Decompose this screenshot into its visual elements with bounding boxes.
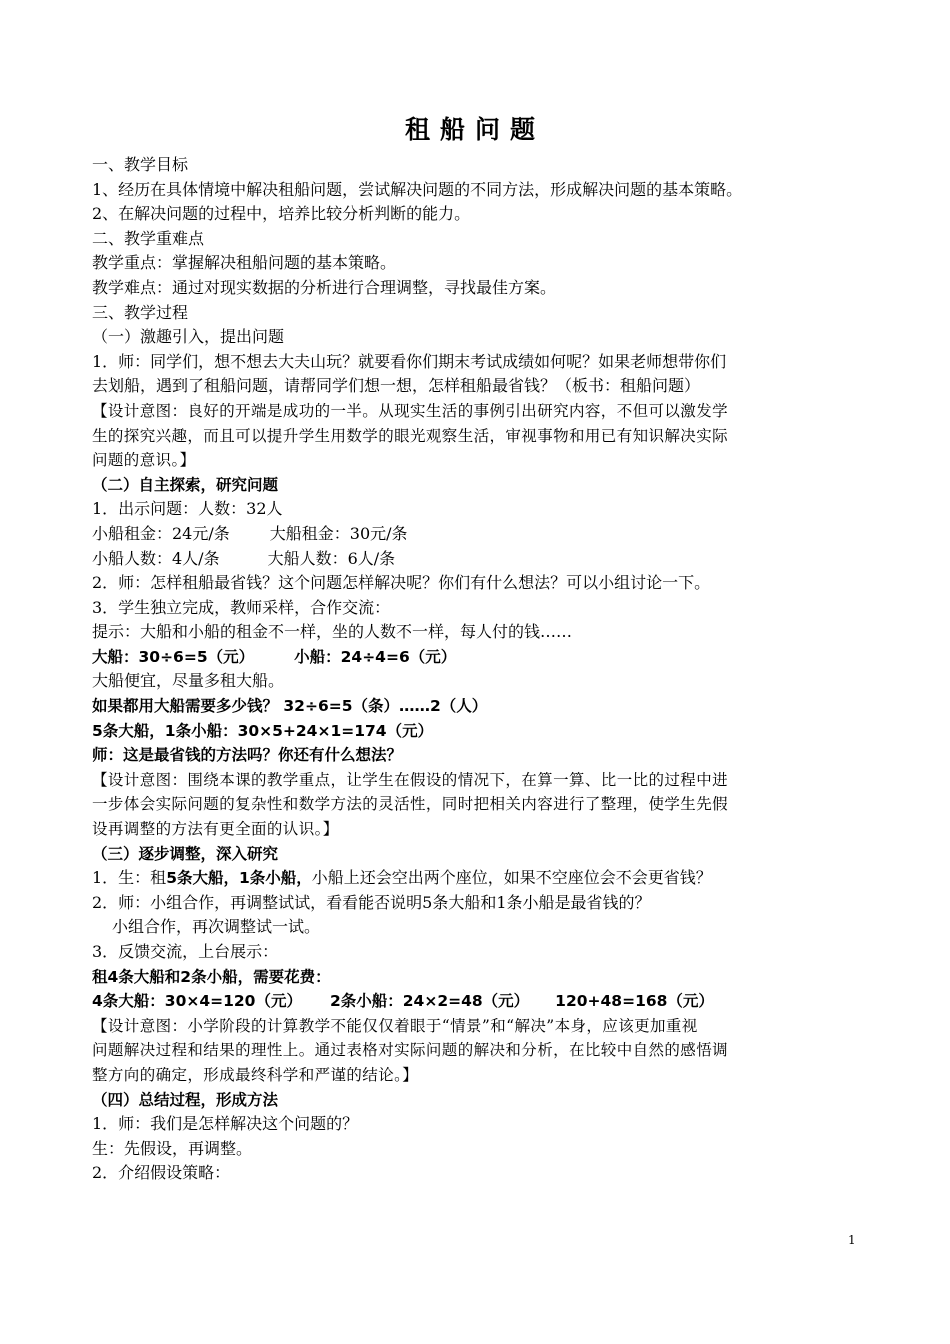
step-rest: 小船上还会空出两个座位，如果不空座位会不会更省钱？ [311, 868, 712, 888]
paragraph-line [92, 866, 867, 891]
section-heading: 三、教学过程 [92, 302, 189, 322]
subsection-heading: （三）逐步调整，深入研究 [92, 844, 279, 863]
design-intent-line: 问题解决过程和结果的理性上。通过表格对实际问题的解决和分析，在比较中自然的感悟调 [92, 1041, 729, 1060]
paragraph-line: 3．反馈交流，上台展示： [92, 942, 279, 961]
design-intent-line: 【设计意图：良好的开端是成功的一半。从现实生活的事例引出研究内容，不但可以激发学 [92, 401, 729, 420]
design-intent-line: 整方向的确定，形成最终科学和严谨的结论。】 [92, 1065, 419, 1084]
question-line: 师：这是最省钱的方法吗？你还有什么想法？ [92, 746, 403, 765]
design-intent-line: 【设计意图：围绕本课的教学重点，让学生在假设的情况下，在算一算、比一比的过程中进 [92, 770, 729, 789]
data-row [92, 522, 867, 547]
paragraph-line: 2．介绍假设策略： [92, 1163, 231, 1183]
page-title: 租船问题 [404, 115, 545, 144]
data-row [92, 547, 867, 572]
design-intent-line: 设再调整的方法有更全面的认识。】 [92, 820, 339, 839]
big-boat-rent: 大船租金：30元/条 [269, 523, 408, 543]
section-heading: 二、教学重难点 [92, 228, 205, 248]
small-boat-rent: 小船租金：24元/条 [92, 523, 230, 543]
paragraph-line: 教学难点：通过对现实数据的分析进行合理调整，寻找最佳方案。 [92, 277, 557, 297]
subsection-heading: （一）激趣引入，提出问题 [92, 327, 285, 347]
paragraph-line: 生：先假设，再调整。 [92, 1138, 253, 1158]
paragraph-line: 1．师：我们是怎样解决这个问题的？ [92, 1114, 359, 1134]
section-heading: 一、教学目标 [92, 155, 189, 174]
paragraph-line: 2、在解决问题的过程中，培养比较分析判断的能力。 [92, 204, 471, 224]
paragraph-line: 2．师：小组合作，再调整试试，看看能否说明5条大船和1条小船是最省钱的？ [92, 892, 651, 912]
small-boat-total: 2条小船：24×2=48（元） [329, 992, 530, 1011]
paragraph-line: 1．师：同学们，想不想去大夫山玩？就要看你们期末考试成绩如何呢？如果老师想带你们 [92, 351, 727, 371]
small-boat-calc: 小船：24÷4=6（元） [294, 647, 457, 666]
paragraph-line: 提示：大船和小船的租金不一样，坐的人数不一样，每人付的钱…… [92, 622, 573, 642]
big-boat-calc: 大船：30÷6=5（元） [92, 647, 255, 666]
paragraph-line: 大船便宜，尽量多租大船。 [92, 671, 285, 691]
paragraph-line: 2．师：怎样租船最省钱？这个问题怎样解决呢？你们有什么想法？可以小组讨论一下。 [92, 573, 711, 593]
subsection-heading: （二）自主探索，研究问题 [92, 475, 279, 494]
big-boat-capacity: 大船人数：6人/条 [267, 548, 396, 568]
design-intent-line: 一步体会实际问题的复杂性和数学方法的灵活性，同时把相关内容进行了整理，使学生先假 [92, 795, 729, 814]
calculation-line: 如果都用大船需要多少钱？ 32÷6=5（条）……2（人） [92, 697, 488, 716]
paragraph-line: 1、经历在具体情境中解决租船问题，尝试解决问题的不同方法，形成解决问题的基本策略。 [92, 179, 743, 199]
paragraph-line: 3．学生独立完成，教师采样，合作交流： [92, 597, 391, 617]
grand-total: 120+48=168（元） [555, 992, 714, 1011]
paragraph-line: 小组合作，再次调整试一试。 [112, 917, 321, 937]
paragraph-line: 教学重点：掌握解决租船问题的基本策略。 [92, 253, 397, 273]
step-emphasis: 5条大船，1条小船， [166, 869, 312, 888]
calculation-line: 租4条大船和2条小船，需要花费： [92, 967, 331, 986]
document-body [92, 153, 867, 1186]
design-intent-line: 【设计意图：小学阶段的计算教学不能仅仅着眼于“情景”和“解决”本身，应该更加重视 [92, 1016, 698, 1035]
design-intent-line: 生的探究兴趣，而且可以提升学生用数学的眼光观察生活，审视事物和用已有知识解决实际 [92, 426, 729, 445]
calculation-row [92, 645, 867, 670]
paragraph-line: 1．出示问题：人数：32人 [92, 499, 283, 519]
small-boat-capacity: 小船人数：4人/条 [92, 548, 220, 568]
page-number: 1 [848, 1233, 856, 1247]
design-intent-line: 问题的意识。】 [92, 451, 196, 470]
subsection-heading: （四）总结过程，形成方法 [92, 1090, 279, 1109]
calculation-line: 5条大船，1条小船：30×5+24×1=174（元） [92, 721, 434, 740]
calculation-row [92, 989, 867, 1014]
paragraph-line: 去划船，遇到了租船问题，请帮同学们想一想，怎样租船最省钱？（板书：租船问题） [92, 376, 701, 396]
big-boat-total: 4条大船：30×4=120（元） [92, 992, 302, 1011]
step-prefix: 1．生：租 [92, 868, 167, 888]
